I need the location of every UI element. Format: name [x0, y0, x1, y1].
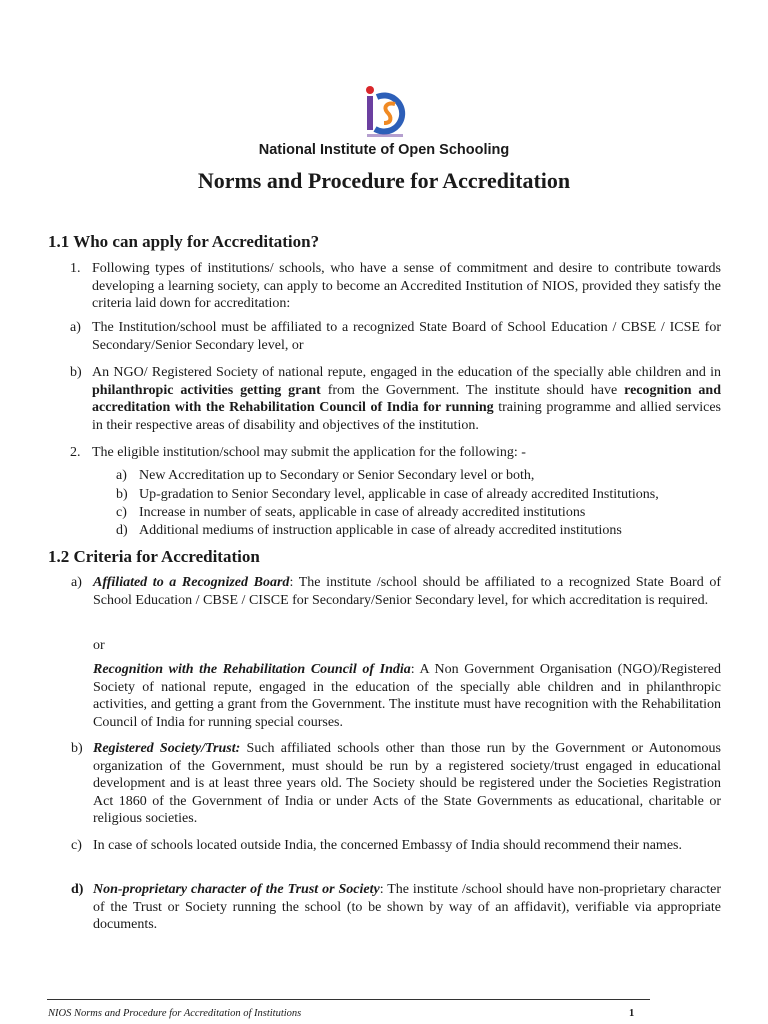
list-item-text — [93, 574, 721, 609]
list-marker: d) — [71, 882, 84, 897]
list-marker: 1. — [70, 261, 81, 276]
list-marker: b) — [70, 365, 82, 380]
text-run: : The institute /school should be affiliated to a recognized State Board of School Education / CBSE / CISCE for Secondary/Senior Secondary level, for which accreditation is required. — [93, 575, 721, 608]
list-item-text: Additional mediums of instruction applicable in case of already accredited institutions — [139, 523, 622, 538]
document-title: Norms and Procedure for Accreditation — [197, 168, 571, 193]
list-marker: a) — [116, 468, 127, 483]
bold-italic-lead: Affiliated to a Recognized Board — [93, 575, 290, 590]
nios-logo-icon — [359, 85, 409, 141]
list-item-text: Following types of institutions/ schools, who have a sense of commitment and desire to contribute towards developing a learning society, can apply to become an Accredited Institution of NIOS, provided they satisfy the criteria laid down for accreditation: — [92, 261, 721, 312]
list-item — [71, 881, 722, 935]
list-item — [70, 260, 721, 314]
list-item-text — [93, 740, 721, 828]
list-item-text: The eligible institution/school may submit the application for the following: - — [92, 445, 526, 460]
list-marker: a) — [70, 320, 81, 335]
text-run: An NGO/ Registered Society of national repute, engaged in the education of the specially able children and in — [92, 365, 721, 380]
list-marker: c) — [116, 505, 127, 520]
list-item-text: Increase in number of seats, applicable in case of already accredited institutions — [139, 505, 586, 520]
list-item-text — [92, 364, 721, 434]
list-item — [70, 319, 721, 355]
page-number: 1 — [629, 1008, 635, 1019]
organization-name: National Institute of Open Schooling — [258, 142, 510, 158]
text-run: Such affiliated schools other than those run by the Government or Autonomous organization of the Government, must should be run by a registered society/trust engaged in educational development and is at least three years old. The Society should be registered under the Societies Registration Act 1860 of the Government of India or under Acts of the State Governments as educational, charitable or religious societies. — [93, 741, 721, 827]
list-item-text: Up-gradation to Senior Secondary level, applicable in case of already accredited Institutions, — [139, 487, 659, 502]
bold-italic-lead: Registered Society/Trust: — [93, 741, 241, 756]
section-heading-criteria: 1.2 Criteria for Accreditation — [48, 547, 260, 566]
list-item-text: New Accreditation up to Secondary or Senior Secondary level or both, — [139, 468, 535, 483]
bold-text: recognition and accreditation with the Rehabilitation Council of India for running — [92, 382, 721, 416]
bold-italic-lead: Non-proprietary character of the Trust or Society — [93, 882, 380, 897]
text-run: from the Government. The institute should have — [320, 382, 625, 398]
list-marker: a) — [71, 575, 82, 590]
list-item — [71, 837, 721, 873]
section-heading-who-can-apply: 1.1 Who can apply for Accreditation? — [48, 232, 320, 251]
list-marker: c) — [71, 838, 82, 853]
bold-italic-lead: Recognition with the Rehabilitation Council of India — [93, 662, 411, 677]
list-item — [71, 574, 721, 628]
list-marker: b) — [116, 487, 128, 502]
footer-divider — [47, 999, 650, 1000]
text-run: : A Non Government Organisation (NGO)/Registered Society of national repute, engaged in the education of the specially able children and in philanthropic activities, and getting a grant from the Government. The institute must have recognition with the Rehabilitation Council of India for running special courses. — [93, 662, 721, 730]
or-text: or — [93, 638, 105, 653]
list-item — [71, 740, 721, 830]
list-marker: d) — [116, 523, 128, 538]
list-marker: 2. — [70, 445, 81, 460]
list-item-text: The Institution/school must be affiliated to a recognized State Board of School Education / CBSE / ICSE for Secondary/Senior Secondary level, or — [92, 320, 721, 353]
list-item-text: In case of schools located outside India, the concerned Embassy of India should recommend their names. — [93, 838, 682, 853]
list-item-text — [93, 881, 721, 934]
text-run: : The institute /school should have non-proprietary character of the Trust or Society running the school (to be shown by way of an affidavit), verifiable via appropriate documents. — [93, 882, 722, 933]
footer-text: NIOS Norms and Procedure for Accreditation of Institutions — [48, 1008, 302, 1019]
bold-text: philanthropic activities getting grant — [92, 382, 321, 398]
list-item — [70, 364, 721, 436]
list-marker: b) — [71, 741, 83, 756]
rci-paragraph — [93, 661, 721, 731]
list-item — [70, 444, 721, 462]
text-run: training programme and allied services in their respective areas of disability and objectives of the institution. — [92, 400, 721, 433]
